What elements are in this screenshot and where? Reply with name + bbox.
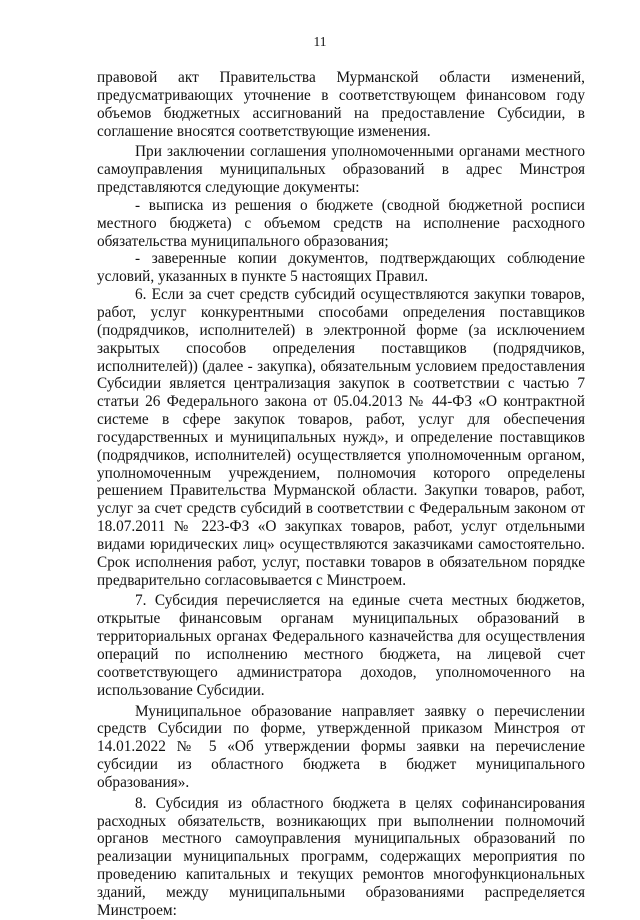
paragraph-application: Муниципальное образование направляет заявку о перечислении средств Субсидии по форме, утвержденной приказом Минстроя от 14.01.2022 № 5 «Об утверждении формы заявки на перечисление субсидии из областного бюджета в бюджет муниципального образования». [97,702,585,791]
paragraph-agreement-documents: При заключении соглашения уполномоченными органами местного самоуправления муниципальных образований в адрес Минстроя представляются следующие документы: [97,143,585,197]
list-item-budget-extract: - выписка из решения о бюджете (сводной бюджетной росписи местного бюджета) с объемом средств на исполнение расходного обязательства муниципального образования; [97,196,585,250]
document-body [97,69,585,920]
page-number: 11 [313,34,327,49]
paragraph-continuation: правовой акт Правительства Мурманской области изменений, предусматривающих уточнение в соответствующем финансовом году объемов бюджетных ассигнований на предоставление Субсидии, в соглашение вносятся соответствующие изменения. [97,69,585,140]
paragraph-clause-7: 7. Субсидия перечисляется на единые счета местных бюджетов, открытые финансовым органам муниципальных образований в территориальных органах Федерального казначейства для осуществления операций по исполнению местного бюджета, на лицевой счет соответствующего администратора доходов, уполномоченного на использование Субсидии. [97,592,585,699]
list-item-certified-copies: - заверенные копии документов, подтверждающих соблюдение условий, указанных в пункте 5 настоящих Правил. [97,250,585,286]
paragraph-clause-8: 8. Субсидия из областного бюджета в целях софинансирования расходных обязательств, возникающих при выполнении полномочий органов местного самоуправления муниципальных образований по реализации муниципальных программ, содержащих мероприятия по проведению капитальных и текущих ремонтов многофункциональных зданий, между муниципальными образованиями распределяется Минстроем: [97,794,585,919]
paragraph-clause-6: 6. Если за счет средств субсидий осуществляются закупки товаров, работ, услуг конкурентными способами определения поставщиков (подрядчиков, исполнителей) в электронной форме (за исключением закрытых способов определения поставщиков (подрядчиков, исполнителей)) (далее - закупка), обязательным условием предоставления Субсидии является централизация закупок в соответствии с частью 7 статьи 26 Федерального закона от 05.04.2013 № 44-ФЗ «О контрактной системе в сфере закупок товаров, работ, услуг для обеспечения государственных и муниципальных нужд», и определение поставщиков (подрядчиков, исполнителей) осуществляется уполномоченным органом, уполномоченным учреждением, полномочия которого определены решением Правительства Мурманской области. Закупки товаров, работ, услуг за счет средств субсидий в соответствии с Федеральным законом от 18.07.2011 № 223-ФЗ «О закупках товаров, работ, услуг отдельными видами юридических лиц» осуществляются заказчиками самостоятельно. Срок исполнения работ, услуг, поставки товаров в обязательном порядке предварительно согласовывается с Минстроем. [97,286,585,589]
